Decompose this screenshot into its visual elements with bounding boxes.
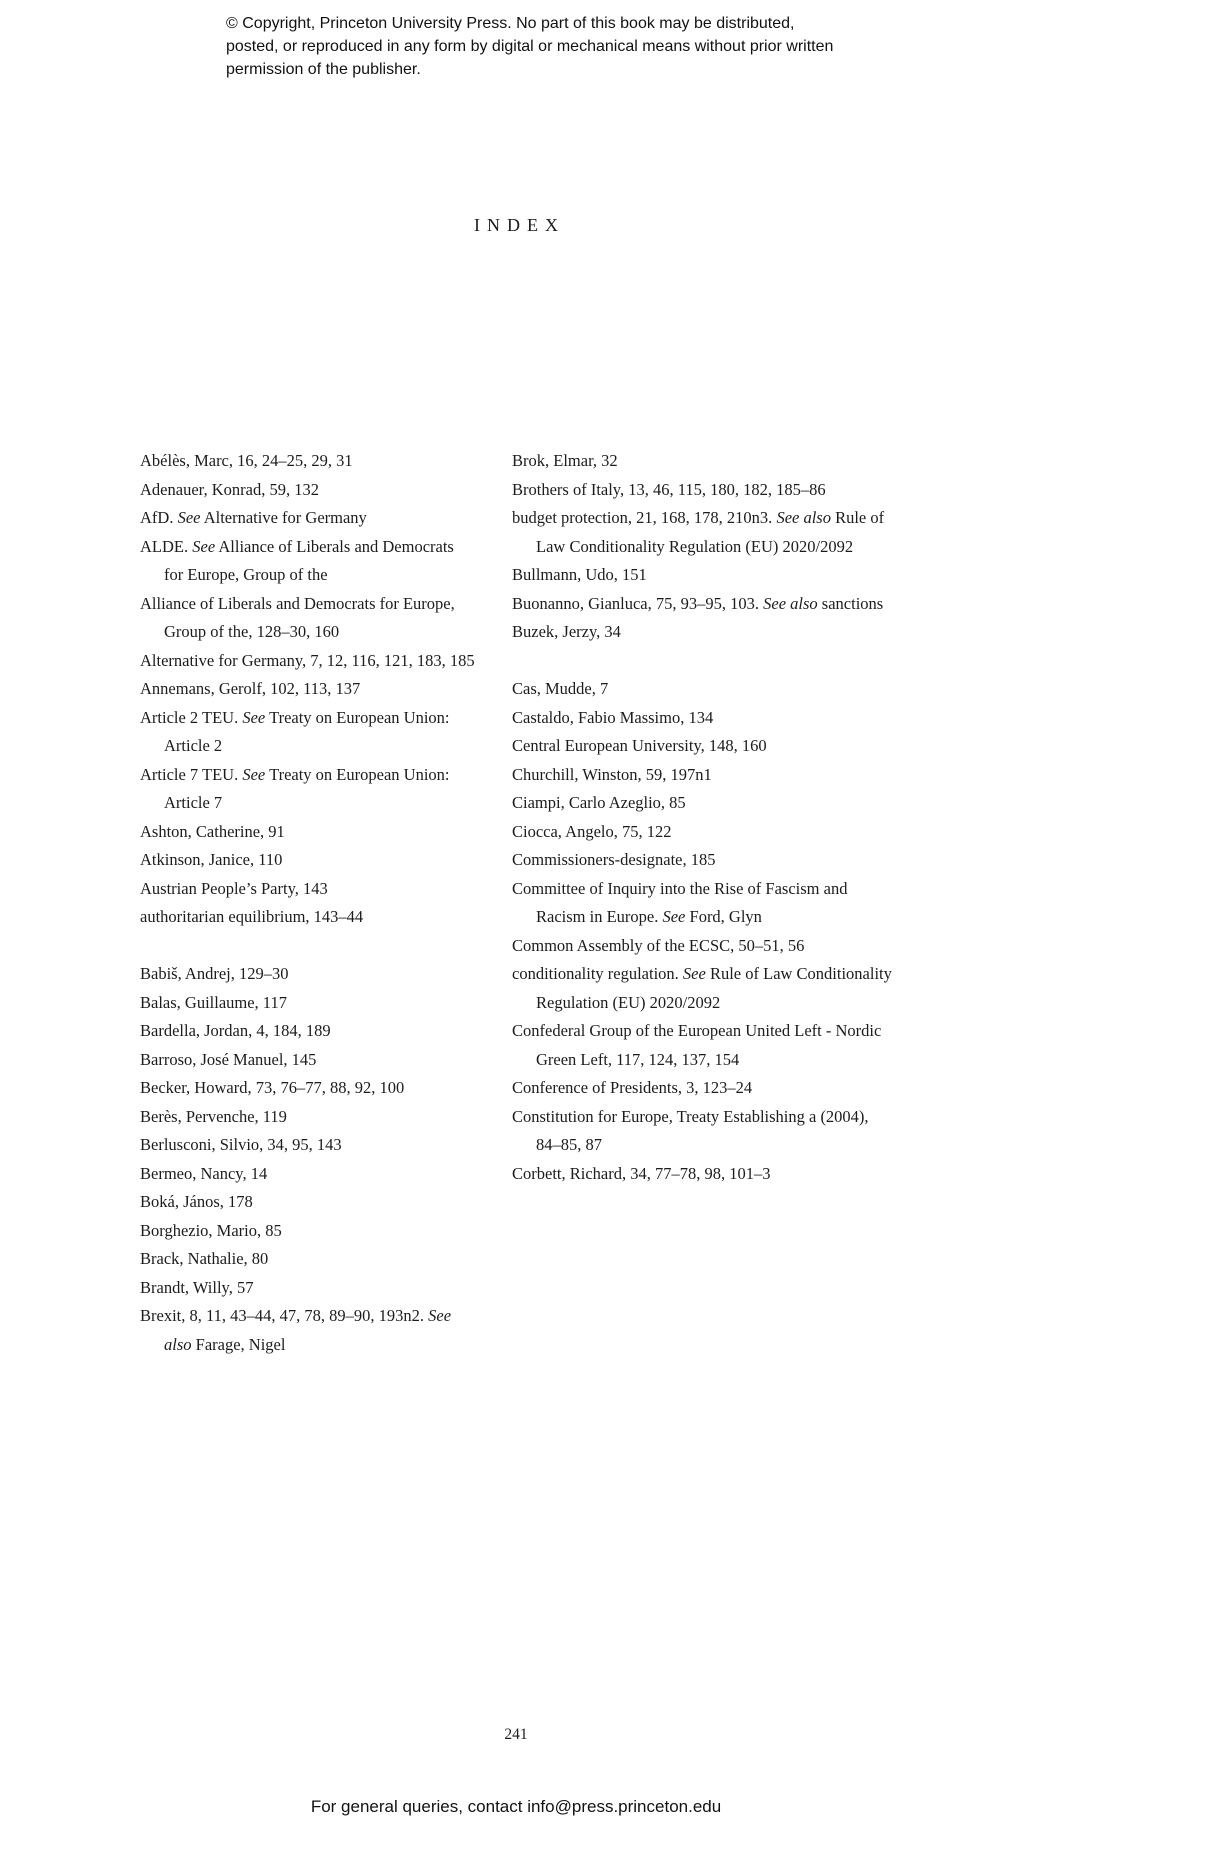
- entry-text: Common Assembly of the ECSC, 50–51, 56: [512, 935, 805, 955]
- entry-text: Farage, Nigel: [191, 1334, 286, 1354]
- index-entry: [512, 704, 892, 733]
- cross-reference-label: See: [192, 536, 216, 556]
- entry-text: Brandt, Willy, 57: [140, 1277, 254, 1297]
- entry-text: Alliance of Liberals and Democrats for Europe, Group of the: [164, 536, 454, 584]
- page-title: INDEX: [474, 215, 565, 235]
- cross-reference-label: See: [682, 964, 706, 983]
- index-entry: [512, 1160, 892, 1189]
- entry-text: Castaldo, Fabio Massimo, 134: [512, 707, 714, 727]
- entry-text: Alternative for Germany: [200, 508, 367, 527]
- index-entry: [140, 875, 476, 904]
- entry-text: authoritarian equilibrium, 143–44: [140, 907, 364, 926]
- entry-text: Balas, Guillaume, 117: [140, 992, 287, 1012]
- cross-reference-label: See also: [164, 1306, 452, 1354]
- index-entry: [140, 846, 476, 875]
- cross-reference-label: See also: [763, 593, 818, 613]
- entry-text: Barroso, José Manuel, 145: [140, 1049, 317, 1069]
- index-entry: [140, 1302, 476, 1359]
- index-entry: [140, 704, 476, 761]
- entry-text: Atkinson, Janice, 110: [140, 850, 283, 869]
- index-entry: [512, 761, 892, 790]
- index-entry: [140, 1103, 476, 1132]
- entry-text: Austrian People’s Party, 143: [140, 878, 328, 898]
- index-entry: [140, 1245, 476, 1274]
- index-entry: [140, 903, 476, 932]
- entry-text: budget protection, 21, 168, 178, 210n3.: [512, 508, 777, 527]
- entry-text: Treaty on European Union: Article 2: [164, 707, 450, 755]
- cross-reference-label: See: [242, 764, 266, 784]
- entry-text: Committee of Inquiry into the Rise of Fascism and Racism in Europe.: [512, 878, 848, 926]
- index-columns: [140, 447, 892, 1359]
- index-entry: [512, 1017, 892, 1074]
- entry-text: Alliance of Liberals and Democrats for Europe, Group of the, 128–30, 160: [140, 593, 455, 641]
- entry-text: conditionality regulation.: [512, 964, 683, 983]
- entry-text: Alternative for Germany, 7, 12, 116, 121, 183, 185: [140, 650, 475, 670]
- index-entry: [140, 675, 476, 704]
- entry-text: Buzek, Jerzy, 34: [512, 622, 621, 641]
- entry-text: Churchill, Winston, 59, 197n1: [512, 764, 712, 784]
- entry-text: Boká, János, 178: [140, 1192, 253, 1211]
- index-entry: [140, 1131, 476, 1160]
- entry-text: Commissioners-designate, 185: [512, 850, 716, 869]
- index-entry: [512, 590, 892, 619]
- cross-reference-label: See also: [776, 508, 831, 527]
- index-entry: [512, 732, 892, 761]
- entry-text: Brexit, 8, 11, 43–44, 47, 78, 89–90, 193n2.: [140, 1306, 429, 1325]
- entry-text: Ciocca, Angelo, 75, 122: [512, 821, 672, 841]
- index-entry: [512, 476, 892, 505]
- entry-text: Abélès, Marc, 16, 24–25, 29, 31: [140, 451, 353, 470]
- index-entry: [140, 1188, 476, 1217]
- entry-text: Adenauer, Konrad, 59, 132: [140, 479, 319, 499]
- index-entry: [512, 1074, 892, 1103]
- entry-text: Borghezio, Mario, 85: [140, 1220, 282, 1240]
- index-entry: [512, 504, 892, 561]
- index-entry: [512, 960, 892, 1017]
- copyright-notice: © Copyright, Princeton University Press. No part of this book may be distributed, posted, or reproduced in any form by digital or mechanical means without prior written permission of the publisher.: [226, 15, 834, 79]
- entry-text: Ashton, Catherine, 91: [140, 821, 285, 841]
- index-entry: [140, 476, 476, 505]
- entry-text: Babiš, Andrej, 129–30: [140, 964, 289, 983]
- entry-text: Treaty on European Union: Article 7: [164, 764, 450, 812]
- entry-text: Bullmann, Udo, 151: [512, 565, 647, 584]
- index-entry: [140, 447, 476, 476]
- index-entry: [512, 561, 892, 590]
- index-column-left: [140, 447, 476, 1359]
- index-entry: [140, 1160, 476, 1189]
- entry-text: Becker, Howard, 73, 76–77, 88, 92, 100: [140, 1078, 405, 1097]
- entry-text: sanctions: [817, 593, 884, 613]
- index-entry: [512, 447, 892, 476]
- entry-text: Buonanno, Gianluca, 75, 93–95, 103.: [512, 593, 764, 613]
- cross-reference-label: See: [242, 707, 266, 727]
- page-number: 241: [504, 1726, 528, 1743]
- footer-contact-line: For general queries, contact info@press.princeton.edu: [310, 1797, 722, 1816]
- cross-reference-label: See: [177, 508, 201, 527]
- entry-text: AfD.: [140, 508, 178, 527]
- entry-text: Brack, Nathalie, 80: [140, 1249, 269, 1268]
- entry-text: Bardella, Jordan, 4, 184, 189: [140, 1021, 331, 1040]
- index-entry: [512, 1103, 892, 1160]
- index-entry: [140, 1217, 476, 1246]
- index-entry: [140, 1074, 476, 1103]
- index-entry: [140, 590, 476, 647]
- cross-reference-label: See: [662, 907, 686, 926]
- index-entry: [140, 647, 476, 676]
- entry-text: Corbett, Richard, 34, 77–78, 98, 101–3: [512, 1163, 771, 1183]
- index-entry: [512, 789, 892, 818]
- entry-text: Confederal Group of the European United Left - Nordic Green Left, 117, 124, 137, 154: [512, 1021, 882, 1069]
- index-entry: [512, 875, 892, 932]
- entry-text: Article 2 TEU.: [140, 707, 243, 727]
- index-entry: [512, 846, 892, 875]
- index-entry: [140, 1017, 476, 1046]
- index-entry: [512, 618, 892, 647]
- index-entry: [140, 1274, 476, 1303]
- entry-text: Constitution for Europe, Treaty Establishing a (2004), 84–85, 87: [512, 1106, 869, 1154]
- entry-text: Brok, Elmar, 32: [512, 451, 618, 470]
- entry-text: Berès, Pervenche, 119: [140, 1106, 287, 1126]
- entry-text: Rule of Law Conditionality Regulation (EU) 2020/2092: [536, 508, 885, 556]
- entry-text: Article 7 TEU.: [140, 764, 243, 784]
- index-entry: [140, 989, 476, 1018]
- entry-text: Rule of Law Conditionality Regulation (EU) 2020/2092: [536, 964, 892, 1012]
- index-entry: [140, 1046, 476, 1075]
- entry-text: Bermeo, Nancy, 14: [140, 1163, 268, 1183]
- index-entry: [512, 932, 892, 961]
- entry-text: ALDE.: [140, 536, 193, 556]
- index-entry: [140, 960, 476, 989]
- index-entry: [140, 818, 476, 847]
- entry-text: Conference of Presidents, 3, 123–24: [512, 1078, 753, 1097]
- entry-text: Ciampi, Carlo Azeglio, 85: [512, 793, 686, 812]
- index-entry: [140, 504, 476, 533]
- index-entry: [140, 761, 476, 818]
- entry-text: Berlusconi, Silvio, 34, 95, 143: [140, 1135, 342, 1154]
- entry-text: Cas, Mudde, 7: [512, 679, 609, 698]
- entry-text: Brothers of Italy, 13, 46, 115, 180, 182, 185–86: [512, 479, 826, 499]
- index-entry: [512, 675, 892, 704]
- index-column-right: [512, 447, 892, 1359]
- index-entry: [512, 818, 892, 847]
- entry-text: Annemans, Gerolf, 102, 113, 137: [140, 679, 361, 698]
- entry-text: Ford, Glyn: [685, 907, 762, 926]
- entry-text: Central European University, 148, 160: [512, 736, 767, 755]
- index-entry: [140, 533, 476, 590]
